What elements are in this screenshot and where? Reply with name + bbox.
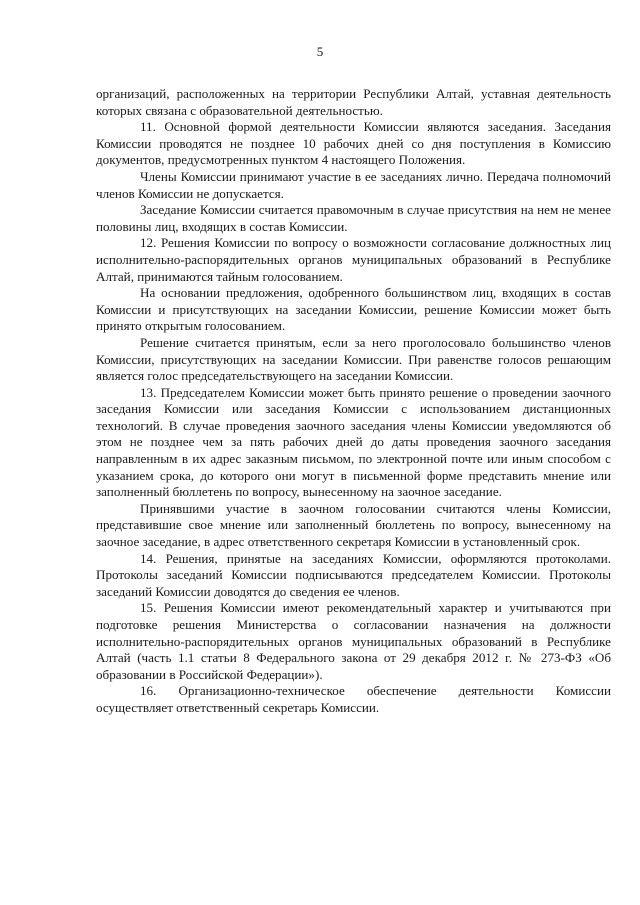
paragraph-13: 13. Председателем Комиссии может быть принято решение о проведении заочного заседания Комиссии или заседания Комиссии с использованием дистанционных технологий. В случае проведения заочного заседания члены Комиссии уведомляются об этом не позднее чем за пять рабочих дней до даты проведения заочного заседания направленным в их адрес заказным письмом, по электронной почте или иным способом с указанием срока, до которого они могут в письменной форме представить мнение или заполненный бюллетень по вопросу, вынесенному на заочное заседание. xyxy=(96,384,611,500)
paragraph-12: 12. Решения Комиссии по вопросу о возможности согласование должностных лиц исполнительно-распорядительных органов муниципальных образований в Республике Алтай, принимаются тайным голосованием. xyxy=(96,235,611,284)
paragraph-decision-adopted: Решение считается принятым, если за него проголосовало большинство членов Комиссии, присутствующих на заседании Комиссии. При равенстве голосов решающим является голос председательствующего на заседании Комиссии. xyxy=(96,334,611,384)
paragraph-quorum: Заседание Комиссии считается правомочным в случае присутствия на нем не менее половины лиц, входящих в состав Комиссии. xyxy=(96,202,611,234)
paragraph-open-voting: На основании предложения, одобренного большинством лиц, входящих в состав Комиссии и присутствующих на заседании Комиссии, решение Комиссии может быть принято открытым голосованием. xyxy=(96,285,611,334)
paragraph-14: 14. Решения, принятые на заседаниях Комиссии, оформляются протоколами. Протоколы заседаний Комиссии подписываются председателем Комиссии. Протоколы заседаний Комиссии доводятся до сведения ее членов. xyxy=(96,550,611,599)
page-number: 5 xyxy=(316,44,324,59)
paragraph-personal-participation: Члены Комиссии принимают участие в ее заседаниях лично. Передача полномочий членов Комиссии не допускается. xyxy=(96,168,611,201)
paragraph-15: 15. Решения Комиссии имеют рекомендательный характер и учитываются при подготовке решения Министерства о согласовании назначения на должности исполнительно-распорядительных органов муниципальных образований в Республике Алтай (часть 1.1 статьи 8 Федерального закона от 29 декабря 2012 г. № 273-ФЗ «Об образовании в Российской Федерации»). xyxy=(96,600,611,682)
paragraph-continuation: организаций, расположенных на территории Республики Алтай, уставная деятельность которых связана с образовательной деятельностью. xyxy=(96,86,611,118)
paragraph-16: 16. Организационно-техническое обеспечение деятельности Комиссии осуществляет ответственный секретарь Комиссии. xyxy=(96,683,611,715)
paragraph-11: 11. Основной формой деятельности Комиссии являются заседания. Заседания Комиссии проводятся не позднее 10 рабочих дней со дня поступления в Комиссию документов, предусмотренных пунктом 4 настоящего Положения. xyxy=(96,119,611,168)
document-body xyxy=(96,86,611,717)
paragraph-absentee-participants: Принявшими участие в заочном голосовании считаются члены Комиссии, представившие свое мнение или заполненный бюллетень по вопросу, вынесенному на заочное заседание, в адрес ответственного секретаря Комиссии в установленный срок. xyxy=(96,500,611,550)
